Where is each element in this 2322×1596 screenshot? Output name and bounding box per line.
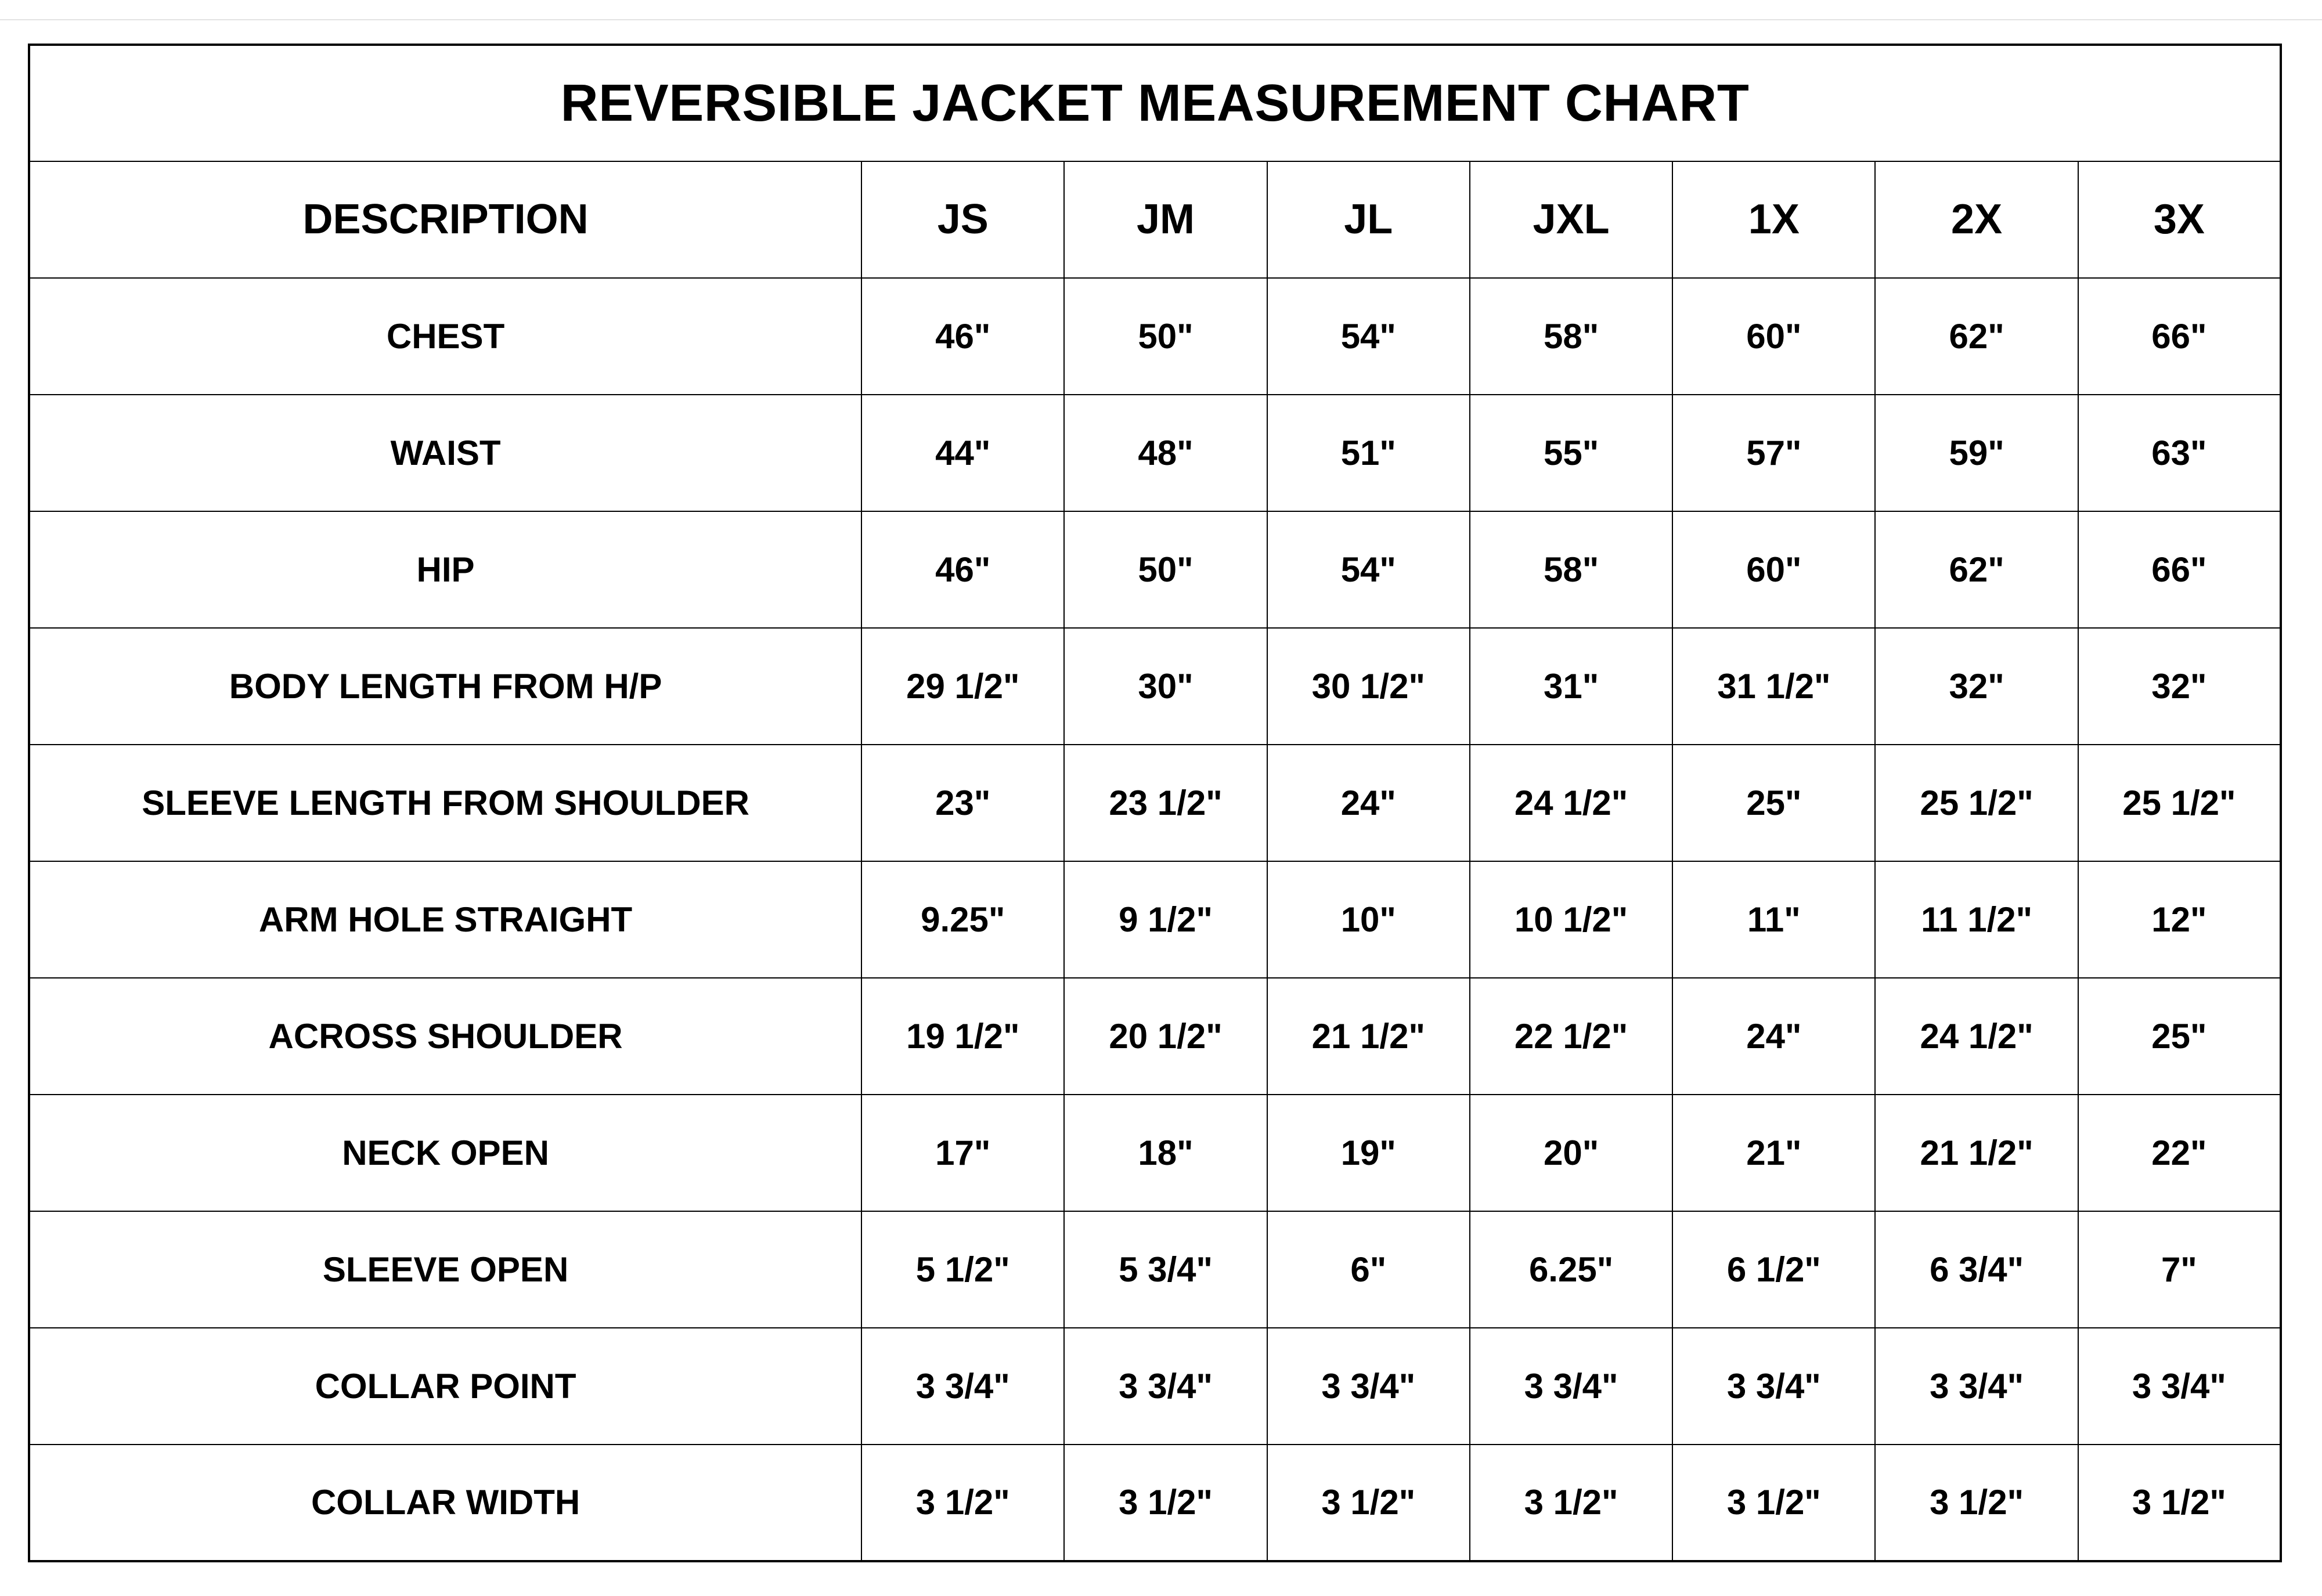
measurement-cell: 3 1/2" <box>1672 1445 1875 1561</box>
col-header-js: JS <box>861 161 1064 278</box>
header-row <box>29 161 2281 278</box>
measurement-cell: 32" <box>1875 628 2078 745</box>
measurement-cell: 3 3/4" <box>1267 1328 1470 1445</box>
measurement-cell: 25" <box>2078 978 2281 1095</box>
measurement-cell: 60" <box>1672 511 1875 628</box>
measurement-cell: 31" <box>1470 628 1672 745</box>
table-row-neck-open <box>29 1095 2281 1211</box>
measurement-cell: 57" <box>1672 395 1875 511</box>
measurement-cell: 62" <box>1875 511 2078 628</box>
measurement-cell: 58" <box>1470 511 1672 628</box>
measurement-cell: 62" <box>1875 278 2078 395</box>
row-label: BODY LENGTH FROM H/P <box>29 628 861 745</box>
measurement-cell: 59" <box>1875 395 2078 511</box>
measurement-cell: 7" <box>2078 1211 2281 1328</box>
measurement-cell: 20" <box>1470 1095 1672 1211</box>
measurement-cell: 23" <box>861 745 1064 861</box>
measurement-cell: 9.25" <box>861 861 1064 978</box>
measurement-cell: 29 1/2" <box>861 628 1064 745</box>
measurement-cell: 5 1/2" <box>861 1211 1064 1328</box>
measurement-cell: 24 1/2" <box>1470 745 1672 861</box>
col-header-description: DESCRIPTION <box>29 161 861 278</box>
measurement-cell: 3 3/4" <box>1875 1328 2078 1445</box>
row-label: NECK OPEN <box>29 1095 861 1211</box>
measurement-cell: 11" <box>1672 861 1875 978</box>
measurement-table <box>28 44 2282 1562</box>
col-header-jxl: JXL <box>1470 161 1672 278</box>
measurement-cell: 3 3/4" <box>1064 1328 1267 1445</box>
table-row-body-length <box>29 628 2281 745</box>
measurement-cell: 10 1/2" <box>1470 861 1672 978</box>
measurement-cell: 50" <box>1064 511 1267 628</box>
col-header-jm: JM <box>1064 161 1267 278</box>
page-title: REVERSIBLE JACKET MEASUREMENT CHART <box>29 45 2281 161</box>
measurement-cell: 6 1/2" <box>1672 1211 1875 1328</box>
measurement-cell: 3 1/2" <box>2078 1445 2281 1561</box>
measurement-cell: 5 3/4" <box>1064 1211 1267 1328</box>
col-header-2x: 2X <box>1875 161 2078 278</box>
measurement-cell: 3 3/4" <box>2078 1328 2281 1445</box>
measurement-cell: 54" <box>1267 278 1470 395</box>
measurement-cell: 11 1/2" <box>1875 861 2078 978</box>
measurement-cell: 22" <box>2078 1095 2281 1211</box>
row-label: CHEST <box>29 278 861 395</box>
measurement-cell: 12" <box>2078 861 2281 978</box>
measurement-cell: 58" <box>1470 278 1672 395</box>
measurement-cell: 3 1/2" <box>1267 1445 1470 1561</box>
measurement-cell: 46" <box>861 511 1064 628</box>
measurement-cell: 3 1/2" <box>1875 1445 2078 1561</box>
col-header-3x: 3X <box>2078 161 2281 278</box>
table-row-arm-hole <box>29 861 2281 978</box>
measurement-cell: 3 3/4" <box>1470 1328 1672 1445</box>
measurement-cell: 30 1/2" <box>1267 628 1470 745</box>
measurement-cell: 51" <box>1267 395 1470 511</box>
measurement-cell: 6 3/4" <box>1875 1211 2078 1328</box>
measurement-cell: 25" <box>1672 745 1875 861</box>
measurement-cell: 6" <box>1267 1211 1470 1328</box>
measurement-cell: 66" <box>2078 511 2281 628</box>
measurement-cell: 22 1/2" <box>1470 978 1672 1095</box>
measurement-cell: 24 1/2" <box>1875 978 2078 1095</box>
measurement-cell: 19 1/2" <box>861 978 1064 1095</box>
row-label: ACROSS SHOULDER <box>29 978 861 1095</box>
measurement-cell: 6.25" <box>1470 1211 1672 1328</box>
col-header-jl: JL <box>1267 161 1470 278</box>
measurement-cell: 20 1/2" <box>1064 978 1267 1095</box>
measurement-cell: 9 1/2" <box>1064 861 1267 978</box>
measurement-cell: 60" <box>1672 278 1875 395</box>
measurement-cell: 63" <box>2078 395 2281 511</box>
measurement-cell: 21 1/2" <box>1875 1095 2078 1211</box>
row-label: COLLAR WIDTH <box>29 1445 861 1561</box>
measurement-cell: 18" <box>1064 1095 1267 1211</box>
row-label: WAIST <box>29 395 861 511</box>
row-label: HIP <box>29 511 861 628</box>
measurement-cell: 3 3/4" <box>861 1328 1064 1445</box>
measurement-cell: 30" <box>1064 628 1267 745</box>
measurement-cell: 55" <box>1470 395 1672 511</box>
measurement-cell: 23 1/2" <box>1064 745 1267 861</box>
table-row-across-shoulder <box>29 978 2281 1095</box>
measurement-cell: 50" <box>1064 278 1267 395</box>
measurement-cell: 32" <box>2078 628 2281 745</box>
measurement-cell: 17" <box>861 1095 1064 1211</box>
table-row-collar-width <box>29 1445 2281 1561</box>
measurement-cell: 3 1/2" <box>861 1445 1064 1561</box>
measurement-cell: 19" <box>1267 1095 1470 1211</box>
measurement-cell: 3 3/4" <box>1672 1328 1875 1445</box>
top-hairline <box>0 19 2322 20</box>
measurement-cell: 10" <box>1267 861 1470 978</box>
measurement-cell: 66" <box>2078 278 2281 395</box>
table-row-hip <box>29 511 2281 628</box>
measurement-cell: 25 1/2" <box>2078 745 2281 861</box>
table-row-collar-point <box>29 1328 2281 1445</box>
measurement-cell: 25 1/2" <box>1875 745 2078 861</box>
measurement-cell: 54" <box>1267 511 1470 628</box>
row-label: COLLAR POINT <box>29 1328 861 1445</box>
measurement-cell: 3 1/2" <box>1064 1445 1267 1561</box>
table-row-sleeve-length <box>29 745 2281 861</box>
measurement-cell: 44" <box>861 395 1064 511</box>
row-label: ARM HOLE STRAIGHT <box>29 861 861 978</box>
measurement-cell: 46" <box>861 278 1064 395</box>
measurement-cell: 3 1/2" <box>1470 1445 1672 1561</box>
table-row-waist <box>29 395 2281 511</box>
measurement-cell: 48" <box>1064 395 1267 511</box>
table-row-chest <box>29 278 2281 395</box>
measurement-cell: 21" <box>1672 1095 1875 1211</box>
table-row-sleeve-open <box>29 1211 2281 1328</box>
measurement-cell: 24" <box>1672 978 1875 1095</box>
title-row <box>29 45 2281 161</box>
measurement-cell: 24" <box>1267 745 1470 861</box>
measurement-cell: 31 1/2" <box>1672 628 1875 745</box>
measurement-cell: 21 1/2" <box>1267 978 1470 1095</box>
row-label: SLEEVE LENGTH FROM SHOULDER <box>29 745 861 861</box>
col-header-1x: 1X <box>1672 161 1875 278</box>
row-label: SLEEVE OPEN <box>29 1211 861 1328</box>
